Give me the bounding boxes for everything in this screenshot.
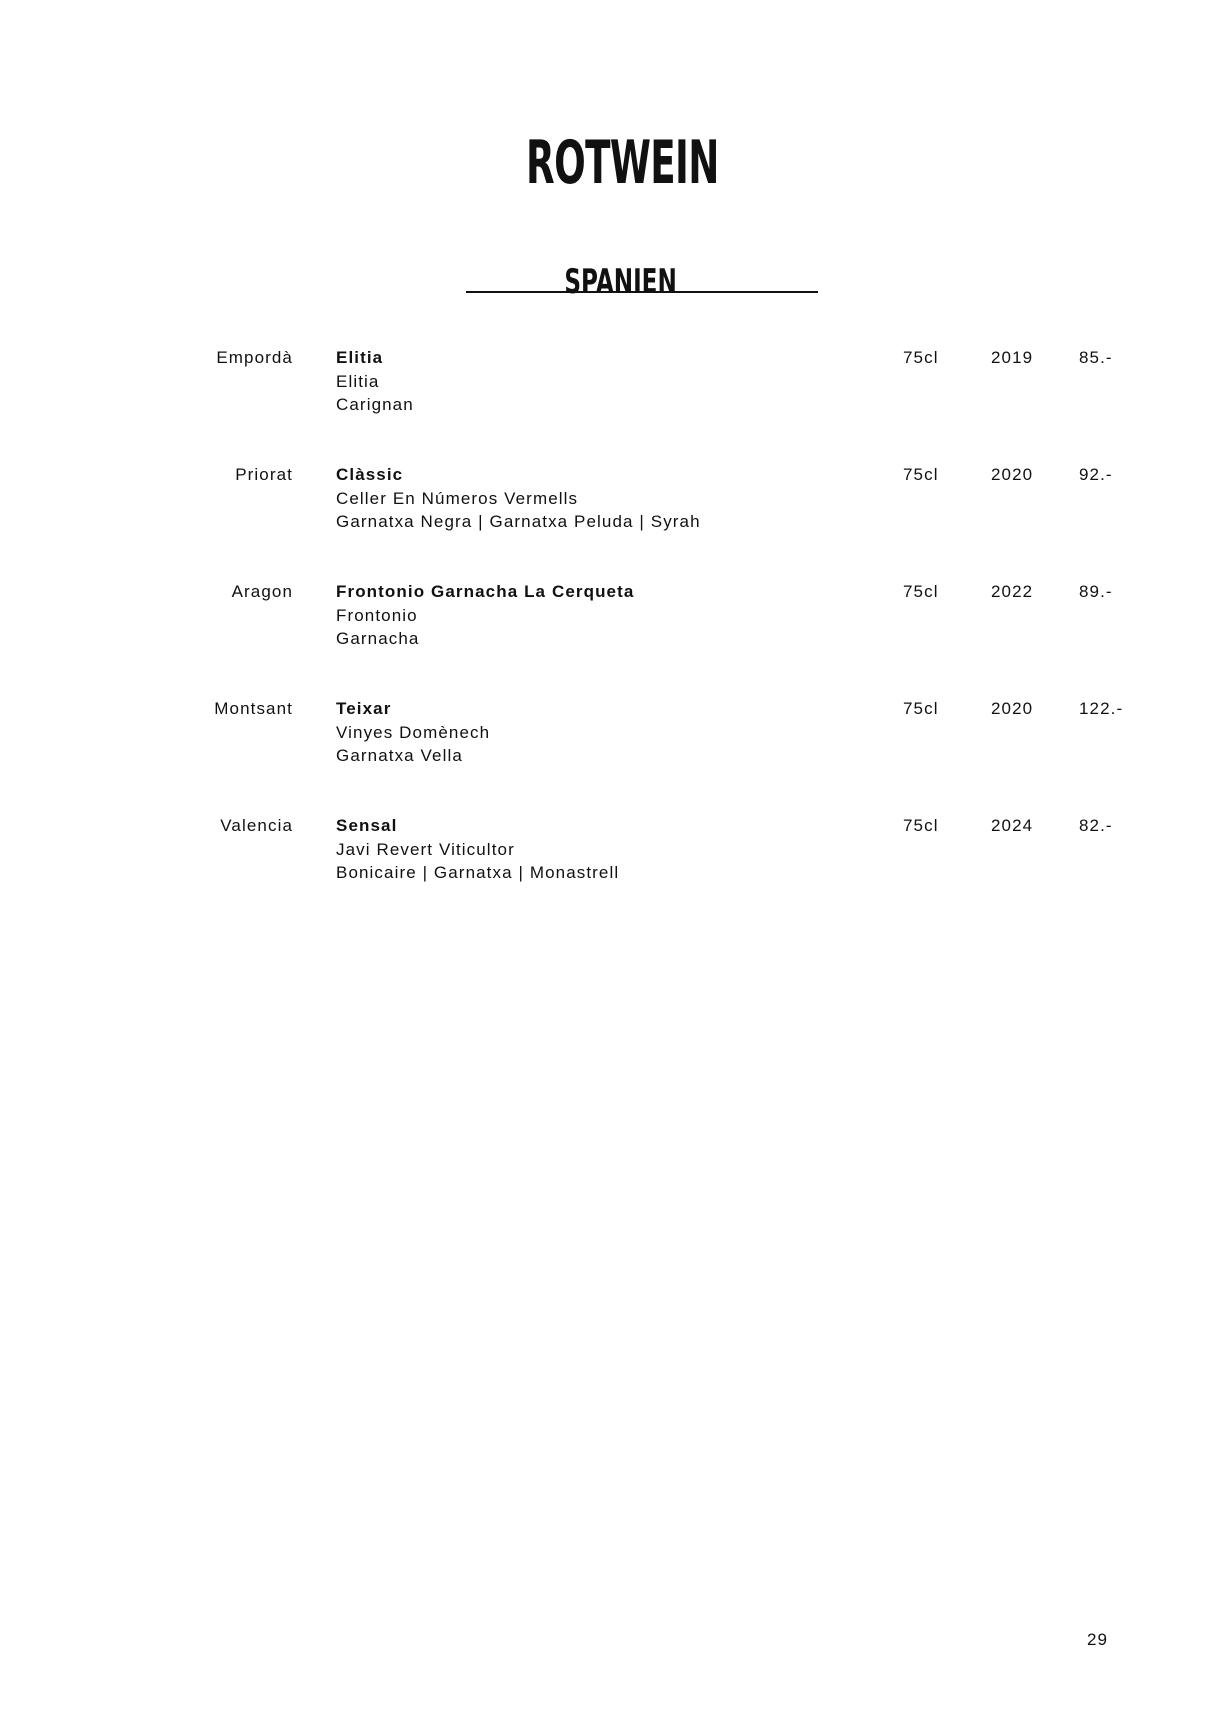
wine-details — [336, 814, 876, 885]
section-title: SPANIEN — [564, 262, 677, 303]
wine-name: Teixar — [336, 699, 392, 718]
wine-region: Empordà — [216, 348, 293, 367]
wine-details — [336, 580, 876, 651]
wine-volume: 75cl — [903, 582, 939, 601]
wine-producer: Vinyes Domènech — [336, 722, 491, 742]
page-number: 29 — [1087, 1630, 1108, 1649]
wine-grapes: Garnacha — [336, 629, 420, 648]
wine-producer: Elitia — [336, 371, 380, 391]
wine-name: Sensal — [336, 816, 398, 835]
wine-volume: 75cl — [903, 348, 939, 367]
wine-producer: Celler En Números Vermells — [336, 488, 579, 508]
wine-details — [336, 346, 876, 417]
wine-grapes: Garnatxa Vella — [336, 746, 463, 765]
wine-entry — [0, 463, 1222, 580]
wine-volume: 75cl — [903, 465, 939, 484]
wine-vintage: 2020 — [991, 699, 1034, 718]
wine-vintage: 2024 — [991, 816, 1034, 835]
wine-price: 82.- — [1079, 816, 1113, 835]
wine-list — [0, 346, 1222, 931]
wine-volume: 75cl — [903, 699, 939, 718]
wine-vintage: 2022 — [991, 582, 1034, 601]
wine-name: Elitia — [336, 348, 384, 367]
wine-price: 85.- — [1079, 348, 1113, 367]
wine-entry — [0, 814, 1222, 931]
wine-vintage: 2019 — [991, 348, 1034, 367]
wine-price: 122.- — [1079, 699, 1124, 718]
wine-grapes: Carignan — [336, 395, 414, 414]
wine-name: Clàssic — [336, 465, 404, 484]
wine-entry — [0, 346, 1222, 463]
wine-region: Montsant — [214, 699, 293, 718]
wine-details — [336, 697, 876, 768]
wine-price: 89.- — [1079, 582, 1113, 601]
wine-vintage: 2020 — [991, 465, 1034, 484]
wine-price: 92.- — [1079, 465, 1113, 484]
wine-region: Valencia — [220, 816, 293, 835]
wine-grapes: Bonicaire | Garnatxa | Monastrell — [336, 863, 620, 882]
wine-details — [336, 463, 876, 534]
section-divider — [466, 291, 818, 293]
wine-region: Priorat — [235, 465, 293, 484]
wine-region: Aragon — [231, 582, 293, 601]
wine-volume: 75cl — [903, 816, 939, 835]
wine-producer: Frontonio — [336, 605, 418, 625]
page-title: ROTWEIN — [526, 128, 719, 199]
wine-grapes: Garnatxa Negra | Garnatxa Peluda | Syrah — [336, 512, 701, 531]
wine-producer: Javi Revert Viticultor — [336, 839, 515, 859]
wine-entry — [0, 697, 1222, 814]
wine-entry — [0, 580, 1222, 697]
wine-name: Frontonio Garnacha La Cerqueta — [336, 582, 635, 601]
